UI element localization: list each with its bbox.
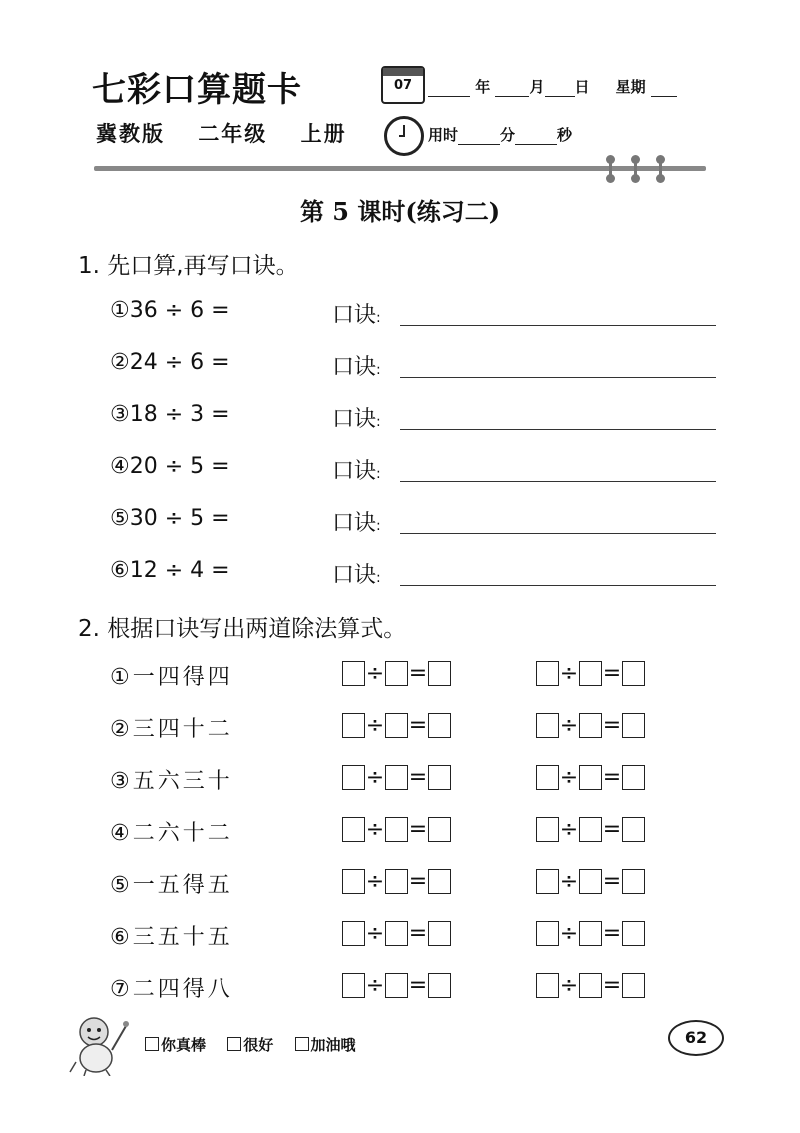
dividend-box[interactable] xyxy=(536,713,559,738)
dividend-box[interactable] xyxy=(536,661,559,686)
division-sign: ÷ xyxy=(559,869,579,894)
equals-sign: = xyxy=(408,921,428,946)
division-sign: ÷ xyxy=(365,661,385,686)
divisor-box[interactable] xyxy=(385,973,408,998)
dividend-box[interactable] xyxy=(342,713,365,738)
year-label: 年 xyxy=(475,78,491,96)
checkbox-icon xyxy=(227,1037,241,1051)
q1-expression-3: ③18 ÷ 3 = xyxy=(110,402,230,427)
koujue-label: 口诀: xyxy=(332,459,381,484)
divisor-box[interactable] xyxy=(579,869,602,894)
checkbox-icon xyxy=(295,1037,309,1051)
division-sign: ÷ xyxy=(365,921,385,946)
edition-volume: 上册 xyxy=(300,122,347,146)
dividend-box[interactable] xyxy=(342,973,365,998)
dividend-box[interactable] xyxy=(342,869,365,894)
divisor-box[interactable] xyxy=(579,817,602,842)
dividend-box[interactable] xyxy=(342,661,365,686)
division-equation-1 xyxy=(342,661,451,686)
time-fields xyxy=(428,124,572,145)
divisor-box[interactable] xyxy=(579,661,602,686)
divisor-box[interactable] xyxy=(579,921,602,946)
division-equation-1 xyxy=(342,817,451,842)
q1-expression-4: ④20 ÷ 5 = xyxy=(110,454,230,479)
divisor-box[interactable] xyxy=(385,765,408,790)
quotient-box[interactable] xyxy=(428,765,451,790)
divisor-box[interactable] xyxy=(579,973,602,998)
division-sign: ÷ xyxy=(559,973,579,998)
division-sign: ÷ xyxy=(559,661,579,686)
dividend-box[interactable] xyxy=(536,765,559,790)
divisor-box[interactable] xyxy=(385,869,408,894)
day-label: 日 xyxy=(574,78,590,96)
koujue-answer-line-3[interactable] xyxy=(400,429,716,430)
koujue-label: 口诀: xyxy=(332,511,381,536)
q2-koujue-4: ④二六十二 xyxy=(110,821,233,846)
q2-koujue-3: ③五六三十 xyxy=(110,769,233,794)
edition-grade: 二年级 xyxy=(198,122,268,146)
q2-koujue-7: ⑦二四得八 xyxy=(110,977,233,1002)
equals-sign: = xyxy=(602,921,622,946)
koujue-answer-line-2[interactable] xyxy=(400,377,716,378)
divisor-box[interactable] xyxy=(579,713,602,738)
quotient-box[interactable] xyxy=(622,921,645,946)
division-equation-1 xyxy=(342,713,451,738)
division-sign: ÷ xyxy=(559,817,579,842)
mascot-icon xyxy=(66,1010,132,1076)
quotient-box[interactable] xyxy=(428,921,451,946)
equals-sign: = xyxy=(602,817,622,842)
header-divider xyxy=(94,166,706,171)
edition-info xyxy=(96,118,371,148)
year-blank[interactable] xyxy=(428,82,470,97)
quotient-box[interactable] xyxy=(428,661,451,686)
koujue-answer-line-5[interactable] xyxy=(400,533,716,534)
weekday-blank[interactable] xyxy=(651,82,677,97)
division-equation-1 xyxy=(342,869,451,894)
quotient-box[interactable] xyxy=(622,661,645,686)
logo xyxy=(92,62,302,111)
q1-expression-5: ⑤30 ÷ 5 = xyxy=(110,506,230,531)
quotient-box[interactable] xyxy=(428,713,451,738)
weekday-label: 星期 xyxy=(615,78,646,96)
date-fields xyxy=(428,76,677,97)
divisor-box[interactable] xyxy=(385,817,408,842)
dividend-box[interactable] xyxy=(536,869,559,894)
q2-koujue-1: ①一四得四 xyxy=(110,665,233,690)
equals-sign: = xyxy=(408,973,428,998)
division-sign: ÷ xyxy=(365,765,385,790)
division-equation-2 xyxy=(536,921,645,946)
divisor-box[interactable] xyxy=(385,713,408,738)
division-sign: ÷ xyxy=(365,817,385,842)
dividend-box[interactable] xyxy=(342,817,365,842)
checkbox-icon xyxy=(145,1037,159,1051)
division-sign: ÷ xyxy=(365,869,385,894)
seconds-label: 秒 xyxy=(557,126,573,144)
calendar-icon xyxy=(381,66,425,104)
koujue-label: 口诀: xyxy=(332,563,381,588)
rating-option-2[interactable]: 很好 xyxy=(227,1036,273,1054)
quotient-box[interactable] xyxy=(622,817,645,842)
question1-title: 1. 先口算,再写口诀。 xyxy=(78,253,299,279)
seconds-blank[interactable] xyxy=(515,130,557,145)
division-equation-1 xyxy=(342,973,451,998)
q1-expression-1: ①36 ÷ 6 = xyxy=(110,298,230,323)
equals-sign: = xyxy=(408,661,428,686)
division-equation-2 xyxy=(536,661,645,686)
lesson-title: 第 5 课时(练习二) xyxy=(299,197,501,226)
koujue-label: 口诀: xyxy=(332,355,381,380)
edition-publisher: 冀教版 xyxy=(96,122,165,146)
equals-sign: = xyxy=(602,765,622,790)
month-blank[interactable] xyxy=(495,82,529,97)
logo-text: 七彩口算题卡 xyxy=(92,70,302,110)
equals-sign: = xyxy=(602,661,622,686)
quotient-box[interactable] xyxy=(622,869,645,894)
dividend-box[interactable] xyxy=(536,973,559,998)
q2-koujue-6: ⑥三五十五 xyxy=(110,925,233,950)
quotient-box[interactable] xyxy=(428,973,451,998)
rating-options xyxy=(145,1034,372,1055)
equals-sign: = xyxy=(408,713,428,738)
koujue-answer-line-1[interactable] xyxy=(400,325,716,326)
q2-koujue-2: ②三四十二 xyxy=(110,717,233,742)
q1-expression-2: ②24 ÷ 6 = xyxy=(110,350,230,375)
division-equation-2 xyxy=(536,973,645,998)
divisor-box[interactable] xyxy=(579,765,602,790)
equals-sign: = xyxy=(602,713,622,738)
equals-sign: = xyxy=(602,973,622,998)
division-sign: ÷ xyxy=(559,765,579,790)
q1-expression-6: ⑥12 ÷ 4 = xyxy=(110,558,230,583)
division-sign: ÷ xyxy=(559,713,579,738)
rating-option-3[interactable]: 加油哦 xyxy=(295,1036,356,1054)
division-equation-2 xyxy=(536,713,645,738)
division-equation-1 xyxy=(342,921,451,946)
dividend-box[interactable] xyxy=(536,817,559,842)
dividend-box[interactable] xyxy=(536,921,559,946)
dividend-box[interactable] xyxy=(342,765,365,790)
quotient-box[interactable] xyxy=(428,817,451,842)
divisor-box[interactable] xyxy=(385,661,408,686)
division-equation-2 xyxy=(536,817,645,842)
rating-option-1[interactable]: 你真棒 xyxy=(145,1036,206,1054)
division-sign: ÷ xyxy=(559,921,579,946)
division-sign: ÷ xyxy=(365,973,385,998)
quotient-box[interactable] xyxy=(622,713,645,738)
quotient-box[interactable] xyxy=(428,869,451,894)
koujue-answer-line-4[interactable] xyxy=(400,481,716,482)
page-number: 62 xyxy=(668,1020,724,1056)
quotient-box[interactable] xyxy=(622,973,645,998)
clock-icon xyxy=(384,116,424,156)
question2-title: 2. 根据口诀写出两道除法算式。 xyxy=(78,616,407,642)
equals-sign: = xyxy=(602,869,622,894)
month-label: 月 xyxy=(529,78,545,96)
division-equation-2 xyxy=(536,765,645,790)
minutes-label: 分 xyxy=(500,126,516,144)
division-equation-1 xyxy=(342,765,451,790)
koujue-label: 口诀: xyxy=(332,407,381,432)
calendar-number: 07 xyxy=(393,78,413,93)
quotient-box[interactable] xyxy=(622,765,645,790)
q2-koujue-5: ⑤一五得五 xyxy=(110,873,233,898)
koujue-answer-line-6[interactable] xyxy=(400,585,716,586)
equals-sign: = xyxy=(408,817,428,842)
dividend-box[interactable] xyxy=(342,921,365,946)
minutes-blank[interactable] xyxy=(458,130,500,145)
division-equation-2 xyxy=(536,869,645,894)
time-label: 用时 xyxy=(428,126,459,144)
equals-sign: = xyxy=(408,869,428,894)
division-sign: ÷ xyxy=(365,713,385,738)
day-blank[interactable] xyxy=(545,82,575,97)
koujue-label: 口诀: xyxy=(332,303,381,328)
equals-sign: = xyxy=(408,765,428,790)
divisor-box[interactable] xyxy=(385,921,408,946)
